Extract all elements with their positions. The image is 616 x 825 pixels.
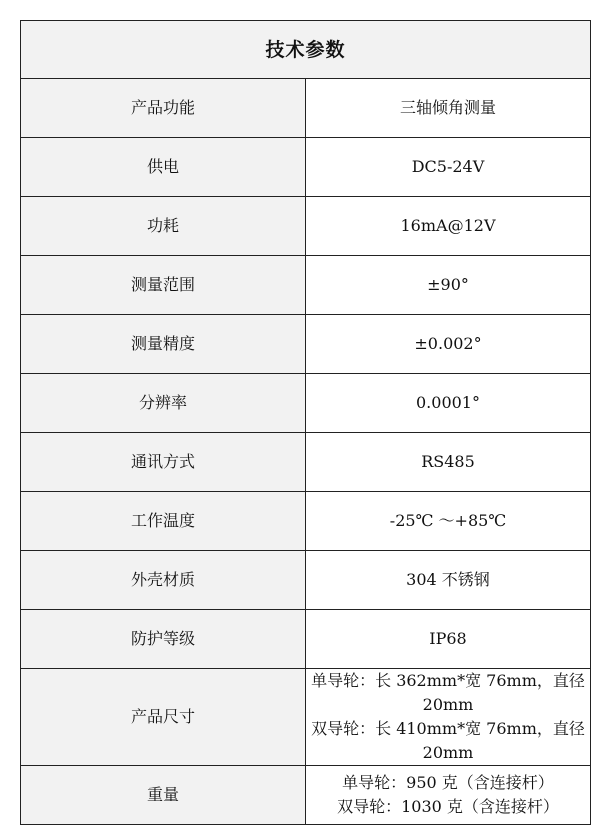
value-line: -25℃ ～+85℃ [389,511,507,530]
row-label: 功耗 [21,197,306,256]
value-line: 双导轮：1030 克（含连接杆） [337,797,559,816]
row-value [306,610,591,669]
table-row [21,433,591,492]
table-row [21,610,591,669]
row-value [306,551,591,610]
value-line: ±0.002° [414,334,482,353]
row-label: 供电 [21,138,306,197]
table-row [21,315,591,374]
spec-table [20,20,591,825]
value-line: 0.0001° [416,393,480,412]
row-value [306,197,591,256]
value-line: RS485 [421,452,475,471]
table-row [21,492,591,551]
row-value [306,256,591,315]
table-title: 技术参数 [21,21,591,79]
value-line: 单导轮：长 362mm*宽 76mm，直径 20mm [311,671,585,714]
row-label: 分辨率 [21,374,306,433]
row-value [306,79,591,138]
table-row [21,79,591,138]
table-row [21,374,591,433]
row-label: 外壳材质 [21,551,306,610]
table-row [21,256,591,315]
row-value [306,766,591,825]
row-label: 重量 [21,766,306,825]
row-label: 通讯方式 [21,433,306,492]
table-row [21,138,591,197]
value-line: IP68 [429,629,467,648]
row-label: 工作温度 [21,492,306,551]
value-line: 16mA@12V [400,216,496,235]
value-line: DC5-24V [411,157,485,176]
row-label: 测量范围 [21,256,306,315]
table-row [21,197,591,256]
row-value [306,492,591,551]
table-row [21,766,591,825]
row-value [306,433,591,492]
row-value [306,374,591,433]
table-title-row [21,21,591,79]
row-label: 产品功能 [21,79,306,138]
value-line: 单导轮：950 克（含连接杆） [342,773,554,792]
row-label: 防护等级 [21,610,306,669]
table-row [21,669,591,766]
row-label: 产品尺寸 [21,669,306,766]
row-value [306,138,591,197]
row-value [306,669,591,766]
value-line: ±90° [427,275,469,294]
value-line: 双导轮：长 410mm*宽 76mm，直径 20mm [311,719,585,762]
value-line: 三轴倾角测量 [399,98,496,117]
row-value [306,315,591,374]
row-label: 测量精度 [21,315,306,374]
value-line: 304 不锈钢 [406,570,490,589]
table-row [21,551,591,610]
